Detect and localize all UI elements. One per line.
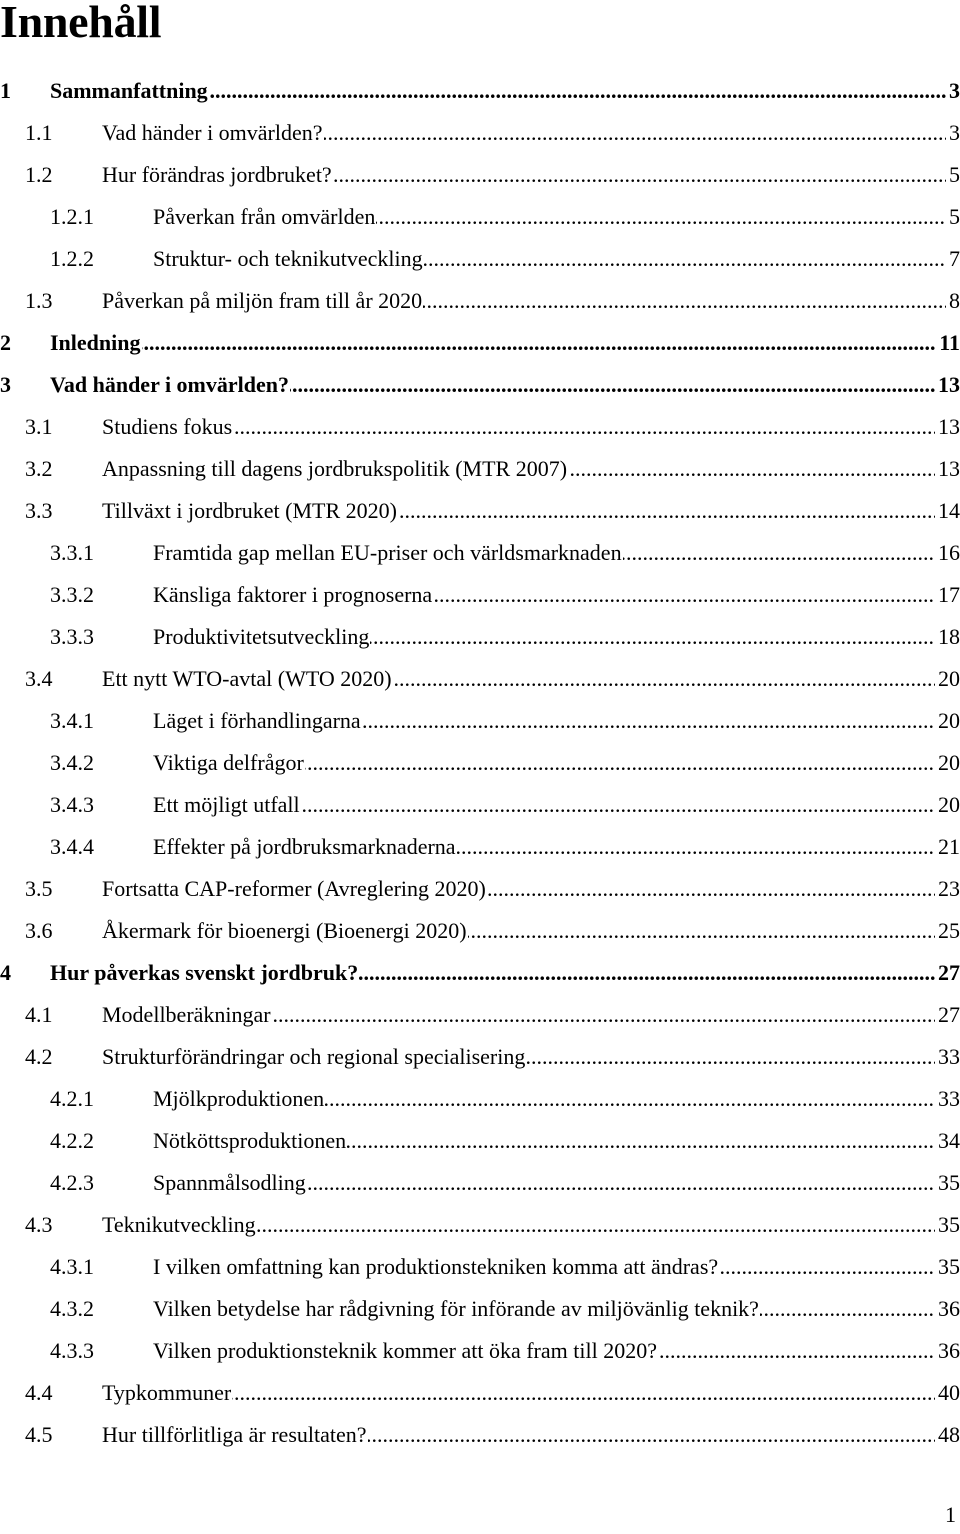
page-title: Innehåll bbox=[0, 0, 162, 47]
toc-entry-title-leader bbox=[153, 784, 960, 826]
toc-entry-title: Tillväxt i jordbruket (MTR 2020) bbox=[102, 498, 397, 523]
toc-entry[interactable] bbox=[0, 406, 960, 448]
toc-entry[interactable] bbox=[0, 322, 960, 364]
toc-entry-title-leader bbox=[153, 616, 960, 658]
toc-entry-page: 16 bbox=[935, 532, 960, 574]
toc-entry[interactable] bbox=[0, 1414, 960, 1456]
toc-entry-title: Hur förändras jordbruket? bbox=[102, 162, 332, 187]
toc-entry[interactable] bbox=[0, 280, 960, 322]
toc-entry-title: Ett möjligt utfall bbox=[153, 792, 300, 817]
toc-entry-title: Spannmålsodling bbox=[153, 1170, 306, 1195]
toc-entry-number: 3.3.3 bbox=[50, 624, 94, 649]
toc-entry-number: 4.2.1 bbox=[50, 1086, 94, 1111]
toc-entry-title: Teknikutveckling bbox=[102, 1212, 256, 1237]
toc-entry-title-leader bbox=[153, 1330, 960, 1372]
toc-entry[interactable] bbox=[0, 196, 960, 238]
toc-entry-title-leader bbox=[102, 994, 960, 1036]
toc-entry-title-leader bbox=[102, 1036, 960, 1078]
toc-entry-title: Produktivitetsutveckling bbox=[153, 624, 370, 649]
toc-entry-number: 3.1 bbox=[25, 414, 53, 439]
toc-entry-title: Anpassning till dagens jordbrukspolitik (MTR 2007) bbox=[102, 456, 568, 481]
toc-entry[interactable] bbox=[0, 490, 960, 532]
toc-entry[interactable] bbox=[0, 910, 960, 952]
toc-entry-title-leader bbox=[153, 826, 960, 868]
toc-entry-page: 20 bbox=[935, 742, 960, 784]
toc-entry-title-leader bbox=[102, 490, 960, 532]
toc-entry-page: 33 bbox=[935, 1036, 960, 1078]
toc-entry-title-leader bbox=[102, 1414, 960, 1456]
toc-entry-page: 17 bbox=[935, 574, 960, 616]
toc-entry[interactable] bbox=[0, 70, 960, 112]
page-number: 1 bbox=[945, 1502, 956, 1527]
toc-entry-number: 4.5 bbox=[25, 1422, 53, 1447]
toc-entry-page: 33 bbox=[935, 1078, 960, 1120]
toc-entry-page: 34 bbox=[935, 1120, 960, 1162]
toc-entry-page: 20 bbox=[935, 658, 960, 700]
toc-entry-title-leader bbox=[153, 238, 960, 280]
toc-entry-page: 23 bbox=[935, 868, 960, 910]
toc-entry-page: 35 bbox=[935, 1204, 960, 1246]
toc-entry-number: 4.3.2 bbox=[50, 1296, 94, 1321]
toc-entry-number: 4.4 bbox=[25, 1380, 53, 1405]
toc-entry-title: Påverkan från omvärlden bbox=[153, 204, 376, 229]
toc-entry-title-leader bbox=[102, 1204, 960, 1246]
toc-entry-number: 1.2.1 bbox=[50, 204, 94, 229]
toc-entry[interactable] bbox=[0, 1372, 960, 1414]
toc-entry-page: 3 bbox=[946, 70, 960, 112]
toc-entry-title: Mjölkproduktionen bbox=[153, 1086, 325, 1111]
toc-entry-number: 4.3.3 bbox=[50, 1338, 94, 1363]
toc-entry-title-leader bbox=[102, 406, 960, 448]
toc-entry-number: 4.2.3 bbox=[50, 1170, 94, 1195]
toc-entry-title-leader bbox=[153, 1120, 960, 1162]
toc-entry-number: 4.2.2 bbox=[50, 1128, 94, 1153]
toc-entry-page: 13 bbox=[935, 406, 960, 448]
toc-entry-page: 21 bbox=[935, 826, 960, 868]
toc-entry-number: 3.4.1 bbox=[50, 708, 94, 733]
toc-entry[interactable] bbox=[0, 574, 960, 616]
toc-entry-page: 25 bbox=[935, 910, 960, 952]
toc-entry[interactable] bbox=[0, 1246, 960, 1288]
toc-entry[interactable] bbox=[0, 1162, 960, 1204]
toc-entry-title-leader bbox=[102, 658, 960, 700]
toc-entry-title-leader bbox=[50, 952, 960, 994]
toc-entry[interactable] bbox=[0, 994, 960, 1036]
toc-entry[interactable] bbox=[0, 742, 960, 784]
toc-entry-number: 1.2 bbox=[25, 162, 53, 187]
toc-entry-number: 1.3 bbox=[25, 288, 53, 313]
toc-entry-page: 13 bbox=[935, 448, 960, 490]
toc-entry-title: Viktiga delfrågor bbox=[153, 750, 304, 775]
toc-entry-number: 4.3 bbox=[25, 1212, 53, 1237]
toc-entry-title-leader bbox=[153, 574, 960, 616]
toc-entry[interactable] bbox=[0, 784, 960, 826]
toc-entry-number: 2 bbox=[0, 330, 11, 355]
toc-entry-page: 5 bbox=[946, 154, 960, 196]
toc-entry-page: 5 bbox=[946, 196, 960, 238]
toc-entry[interactable] bbox=[0, 952, 960, 994]
toc-entry[interactable] bbox=[0, 448, 960, 490]
toc-entry-page: 7 bbox=[946, 238, 960, 280]
toc-entry-title: Sammanfattning bbox=[50, 78, 208, 103]
toc-entry-title: Vilken betydelse har rådgivning för införande av miljövänlig teknik? bbox=[153, 1296, 759, 1321]
toc-entry-number: 3 bbox=[0, 372, 11, 397]
toc-entry-page: 14 bbox=[935, 490, 960, 532]
toc-entry-title: Läget i förhandlingarna bbox=[153, 708, 361, 733]
toc-entry-title: Fortsatta CAP-reformer (Avreglering 2020) bbox=[102, 876, 486, 901]
toc-entry-page: 27 bbox=[935, 994, 960, 1036]
toc-entry-title-leader bbox=[102, 910, 960, 952]
toc-entry[interactable] bbox=[0, 532, 960, 574]
toc-entry-number: 3.2 bbox=[25, 456, 53, 481]
toc-entry[interactable] bbox=[0, 1330, 960, 1372]
toc-entry-title-leader bbox=[102, 868, 960, 910]
toc-entry-number: 3.3.2 bbox=[50, 582, 94, 607]
toc-entry-page: 40 bbox=[935, 1372, 960, 1414]
toc-entry-title-leader bbox=[153, 1078, 960, 1120]
toc-entry-number: 1.2.2 bbox=[50, 246, 94, 271]
toc-entry-number: 1 bbox=[0, 78, 11, 103]
toc-entry-page: 36 bbox=[935, 1288, 960, 1330]
toc-entry-number: 3.5 bbox=[25, 876, 53, 901]
toc-entry[interactable] bbox=[0, 364, 960, 406]
toc-entry[interactable] bbox=[0, 154, 960, 196]
toc-entry[interactable] bbox=[0, 700, 960, 742]
toc-entry-number: 4.2 bbox=[25, 1044, 53, 1069]
table-of-contents bbox=[0, 70, 960, 1456]
toc-entry-title: Nötköttsproduktionen bbox=[153, 1128, 347, 1153]
toc-entry-title-leader bbox=[153, 196, 960, 238]
toc-entry-title-leader bbox=[153, 700, 960, 742]
toc-entry-title: Känsliga faktorer i prognoserna bbox=[153, 582, 433, 607]
toc-entry-page: 18 bbox=[935, 616, 960, 658]
toc-entry-title: Ett nytt WTO-avtal (WTO 2020) bbox=[102, 666, 392, 691]
toc-entry-page: 36 bbox=[935, 1330, 960, 1372]
toc-entry[interactable] bbox=[0, 1204, 960, 1246]
toc-entry-title-leader bbox=[50, 322, 960, 364]
toc-entry-page: 48 bbox=[935, 1414, 960, 1456]
toc-entry-title-leader bbox=[153, 1246, 960, 1288]
toc-entry-title: Typkommuner bbox=[102, 1380, 232, 1405]
toc-entry-number: 3.4 bbox=[25, 666, 53, 691]
toc-entry-number: 3.6 bbox=[25, 918, 53, 943]
toc-entry-page: 11 bbox=[936, 322, 960, 364]
toc-entry[interactable] bbox=[0, 1120, 960, 1162]
toc-entry[interactable] bbox=[0, 1288, 960, 1330]
toc-entry-title: Studiens fokus bbox=[102, 414, 233, 439]
toc-entry-title-leader bbox=[153, 1162, 960, 1204]
toc-entry-title: Vilken produktionsteknik kommer att öka fram till 2020? bbox=[153, 1338, 657, 1363]
toc-entry-number: 3.4.4 bbox=[50, 834, 94, 859]
toc-entry-title-leader bbox=[102, 112, 960, 154]
toc-entry-title: Effekter på jordbruksmarknaderna bbox=[153, 834, 456, 859]
toc-entry-title: Åkermark för bioenergi (Bioenergi 2020) bbox=[102, 918, 467, 943]
toc-entry-page: 8 bbox=[946, 280, 960, 322]
toc-entry-page: 13 bbox=[935, 364, 960, 406]
toc-entry-title: Hur tillförlitliga är resultaten? bbox=[102, 1422, 367, 1447]
toc-entry-title-leader bbox=[102, 1372, 960, 1414]
toc-entry-page: 3 bbox=[946, 112, 960, 154]
toc-entry[interactable] bbox=[0, 868, 960, 910]
toc-entry-title-leader bbox=[102, 280, 960, 322]
toc-entry-title: Vad händer i omvärlden? bbox=[50, 372, 289, 397]
toc-entry[interactable] bbox=[0, 658, 960, 700]
toc-entry-title-leader bbox=[153, 742, 960, 784]
toc-entry-title: Framtida gap mellan EU-priser och världsmarknaden bbox=[153, 540, 622, 565]
toc-entry-title: Vad händer i omvärlden? bbox=[102, 120, 323, 145]
toc-entry[interactable] bbox=[0, 826, 960, 868]
toc-entry-page: 35 bbox=[935, 1246, 960, 1288]
toc-entry-title: Påverkan på miljön fram till år 2020 bbox=[102, 288, 423, 313]
toc-entry-page: 20 bbox=[935, 784, 960, 826]
toc-entry-number: 3.3.1 bbox=[50, 540, 94, 565]
toc-entry-title: Modellberäkningar bbox=[102, 1002, 271, 1027]
toc-entry-title: Struktur- och teknikutveckling bbox=[153, 246, 423, 271]
toc-entry[interactable] bbox=[0, 112, 960, 154]
toc-entry-title-leader bbox=[50, 70, 960, 112]
toc-entry[interactable] bbox=[0, 1078, 960, 1120]
toc-entry-page: 20 bbox=[935, 700, 960, 742]
toc-entry-number: 4.1 bbox=[25, 1002, 53, 1027]
toc-entry-title-leader bbox=[102, 448, 960, 490]
toc-entry[interactable] bbox=[0, 616, 960, 658]
toc-entry-number: 1.1 bbox=[25, 120, 53, 145]
toc-entry-title: Hur påverkas svenskt jordbruk? bbox=[50, 960, 359, 985]
toc-entry-number: 4 bbox=[0, 960, 11, 985]
toc-entry-title: I vilken omfattning kan produktionstekniken komma att ändras? bbox=[153, 1254, 719, 1279]
toc-entry-title-leader bbox=[153, 1288, 960, 1330]
toc-entry-number: 4.3.1 bbox=[50, 1254, 94, 1279]
toc-entry-title-leader bbox=[102, 154, 960, 196]
toc-entry-number: 3.4.2 bbox=[50, 750, 94, 775]
toc-entry-title-leader bbox=[153, 532, 960, 574]
toc-entry[interactable] bbox=[0, 238, 960, 280]
toc-entry-title-leader bbox=[50, 364, 960, 406]
toc-entry-number: 3.3 bbox=[25, 498, 53, 523]
toc-entry-title: Strukturförändringar och regional specialisering bbox=[102, 1044, 526, 1069]
toc-entry-number: 3.4.3 bbox=[50, 792, 94, 817]
toc-entry-title: Inledning bbox=[50, 330, 141, 355]
toc-entry[interactable] bbox=[0, 1036, 960, 1078]
toc-entry-page: 35 bbox=[935, 1162, 960, 1204]
toc-entry-page: 27 bbox=[935, 952, 960, 994]
